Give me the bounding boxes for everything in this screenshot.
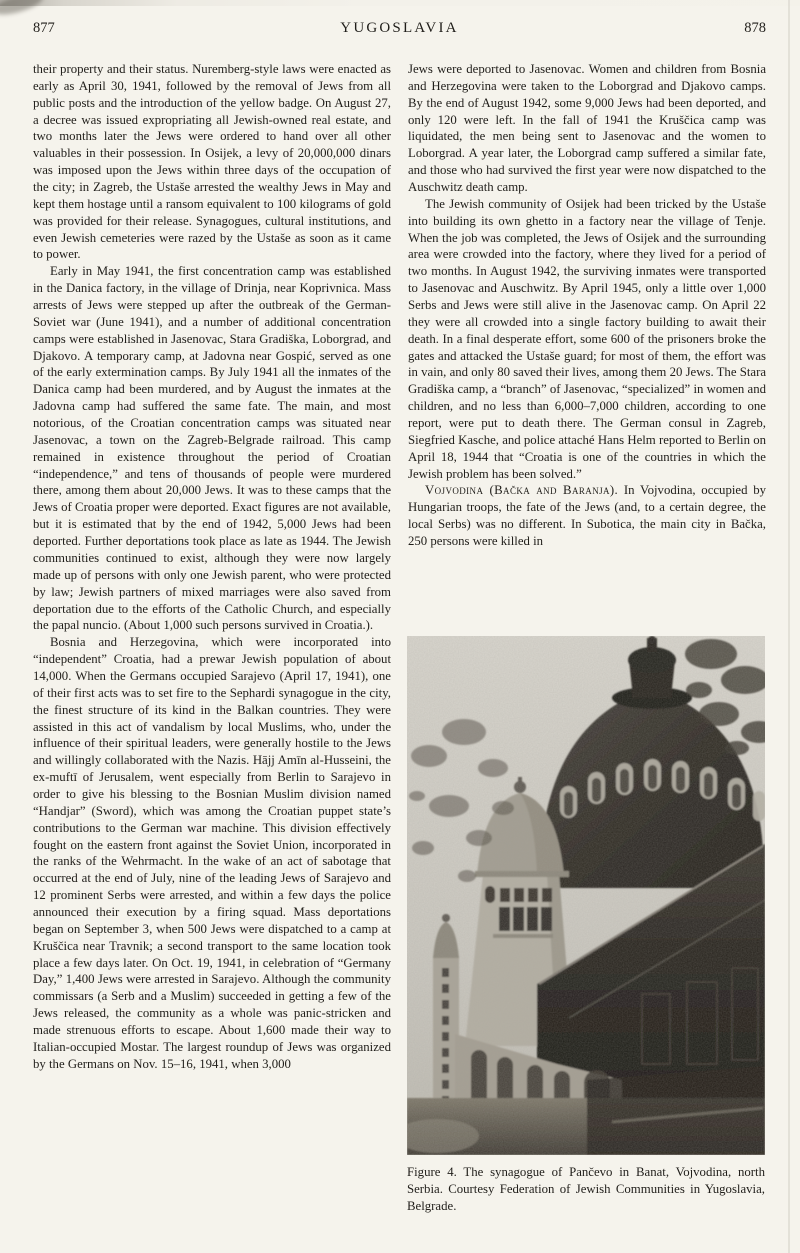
page-number-left: 877: [33, 20, 55, 36]
paragraph-bosnia: Bosnia and Herzegovina, which were incorporated into “independent” Croatia, had a prewar Jewish population of about 14,000. When the Germans occupied Sarajevo (April 17, 1941), one of their first acts was to set fire to the Sephardi synagogue in the city, the finest structure of its kind in the Balkan countries. They were assisted in this act of vandalism by local Muslims, who, under the influence of their spiritual leaders, were generally hostile to the Jews and willingly collaborated with the Nazis. Hājj Amīn al-Husseini, the ex-muftī of Jerusalem, went especially from Berlin to Sarajevo in order to give his blessing to the Bosnian Muslim division named “Handjar” (Sword), which was among the Croatian puppet state’s contributions to the German war machine. This division effectively fought on the eastern front against the Soviet Union, incorporated in the ranks of the Wehrmacht. In the wake of an act of sabotage that occurred at the end of July, nine of the leading Jews of Sarajevo and 12 prominent Serbs were arrested, and within a few days the police announced their execution by a firing squad. Mass deportations began on September 3, when 500 Jews were dispatched to a camp at Kruščica near Travnik; a second transport to the same location took place a few days later. On Oct. 19, 1941, in celebration of “Germany Day,” 1,400 Jews were arrested in Sarajevo. Although the community commissars (a Serb and a Muslim) succeeded in getting a few of the Jews released, the community as a whole was panic-stricken and made strenuous efforts to escape. About 1,600 made their way to Italian-occupied Mostar. The largest roundup of Jews was organized by the Germans on Nov. 15–16, 1941, when 3,000: [33, 635, 391, 1071]
synagogue-photo: [407, 636, 765, 1155]
left-column: [33, 61, 391, 1073]
paragraph-osijek: The Jewish community of Osijek had been tricked by the Ustaše into building its own ghetto in a factory near the village of Tenje. When the job was completed, the Jews of Osijek and the surrounding area were crowded into the factory, where they lived for a period of two months. In August 1942, the surviving inmates were transported to Jasenovac and Auschwitz. By April 1945, only a little over 1,000 Serbs and Jews were still alive in the Jasenovac camp. On April 22 they were all crowded into a single factory building to await their death. In a final desperate effort, some 600 of the prisoners broke the gates and attacked the Ustaše guard; for most of them, the effort was in vain, and only 80 saved their lives, among them 20 Jews. The Stara Gradiška camp, a “branch” of Jasenovac, “specialized” in women and children, and no less than 6,000–7,000 children, according to one report, were put to death there. The German consul in Zagreb, Siegfried Kasche, and police attaché Hans Helm reported to Berlin on April 18, 1944 that “Croatia is one of the countries in which the Jewish problem has been solved.”: [408, 196, 767, 481]
right-column: [408, 61, 766, 550]
page-header: [33, 20, 766, 40]
paragraph-continuation: their property and their status. Nuremberg-style laws were enacted as early as April 30, 1941, followed by the removal of Jews from all public posts and the introduction of the yellow badge. On August 27, a decree was issued expropriating all Jewish-owned real estate, and two months later the Jews were ordered to hand over all other valuables in their possession. In Osijek, a levy of 20,000,000 dinars was imposed upon the Jews within three days of the occupation of the city; in Zagreb, the Ustaše arrested the wealthy Jews in May and kept them hostage until a ransom equivalent to 100 kilograms of gold was provided for their release. Synagogues, cultural institutions, and even Jewish cemeteries were razed by the Ustaše as soon as it came to power.: [33, 62, 391, 262]
paragraph-vojvodina: [408, 482, 766, 549]
scan-gutter-line: [788, 0, 790, 1253]
scan-edge-artifact: [0, 0, 800, 6]
paragraph-continuation-right: Jews were deported to Jasenovac. Women and children from Bosnia and Herzegovina were taken to the Loborgrad and Djakovo camps. By the end of August 1942, some 9,000 Jews had been deported, and only 120 were left. In the fall of 1941 the Kruščica camp was liquidated, the men being sent to Jasenovac and the women to Loborgrad. A year later, the Loborgrad camp suffered a similar fate, and those who had survived the first year were now dispatched to the Auschwitz death camp.: [408, 62, 766, 195]
figure-4: [407, 636, 765, 1228]
section-heading-vojvodina: Vojvodina (Bačka and Baranja).: [425, 483, 619, 498]
paragraph-vojvodina-text: In Vojvodina, occupied by Hungarian troops, the fate of the Jews (and, to a certain degree, the local Serbs) was no different. In Subotica, the main city in Bačka, 250 persons were killed in: [408, 483, 766, 549]
paragraph-camps: Early in May 1941, the first concentration camp was established in the Danica factory, in the village of Drinja, near Koprivnica. Mass arrests of Jews were stepped up after the outbreak of the German-Soviet war (June 1941), and a number of additional concentration camps were established in Jasenovac, Stara Gradiška, Loborgrad, and Djakovo. A temporary camp, at Jadovna near Gospić, served as one of the early extermination camps. By July 1941 all the inmates of the Danica camp had been murdered, and by August the inmates at the Jadovna camp had suffered the same fate. The main, and most notorious, of the Croatian concentration camps was situated near Jasenovac, a town on the Zagreb-Belgrade railroad. This camp remained in existence throughout the period of Croatian “independence,” and tens of thousands of people were murdered there, among them about 20,000 Jews. It was to these camps that the Jews of Croatia proper were deported. Exact figures are not available, but it is estimated that by the end of 1942, 5,000 Jews had been deported. Further deportations took place as late as 1944. The Jewish communities continued to exist, although they were now largely made up of persons with only one Jewish parent, who were protected by law; Jewish partners of mixed marriages were also saved from deportation due to the efforts of the Catholic Church, and especially the papal nuncio. (About 1,000 such persons survived in Croatia.).: [33, 264, 391, 633]
running-title: YUGOSLAVIA: [340, 20, 459, 36]
photo-grain-overlay: [407, 636, 765, 1155]
page-number-right: 878: [744, 20, 766, 36]
scan-smudge-artifact: [0, 0, 45, 19]
figure-caption: Figure 4. The synagogue of Pančevo in Banat, Vojvodina, north Serbia. Courtesy Federation of Jewish Communities in Yugoslavia, Belgrade.: [407, 1165, 765, 1214]
